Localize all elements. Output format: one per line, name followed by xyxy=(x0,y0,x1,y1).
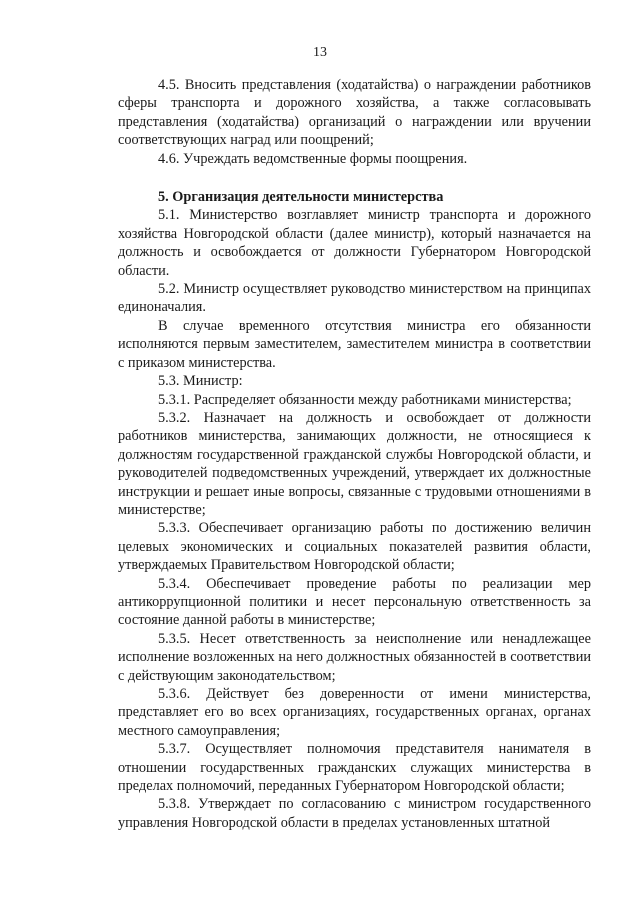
paragraph-4-6: 4.6. Учреждать ведомственные формы поощрения. xyxy=(158,150,468,167)
document-body xyxy=(118,76,591,832)
paragraph-5-3-5: 5.3.5. Несет ответственность за неисполнение или ненадлежащее исполнение возложенных на него должностных обязанностей в соответствии с действующим законодательством; xyxy=(118,630,591,684)
paragraph-4-5: 4.5. Вносить представления (ходатайства) о награждении работников сферы транспорта и дорожного хозяйства, а также согласовывать представления (ходатайства) организаций о награждении или вручении соответствующих наград или поощрений; xyxy=(118,77,591,149)
paragraph-5-3: 5.3. Министр: xyxy=(158,373,243,390)
section-heading: 5. Организация деятельности министерства xyxy=(158,189,444,206)
paragraph-5-3-7: 5.3.7. Осуществляет полномочия представителя нанимателя в отношении государственных гражданских служащих министерства в пределах полномочий, переданных Губернатором Новгородской области; xyxy=(118,741,591,795)
paragraph-5-3-6: 5.3.6. Действует без доверенности от имени министерства, представляет его во всех организациях, государственных органах, органах местного самоуправления; xyxy=(118,686,591,739)
paragraph-5-3-8: 5.3.8. Утверждает по согласованию с министром государственного управления Новгородской области в пределах установленных штатной xyxy=(118,796,591,831)
paragraph-5-3-4: 5.3.4. Обеспечивает проведение работы по реализации мер антикоррупционной политики и несет персональную ответственность за состояние данной работы в министерстве; xyxy=(118,575,591,629)
paragraph-5-3-3: 5.3.3. Обеспечивает организацию работы по достижению величин целевых экономических и социальных показателей развития области, утверждаемых Правительством Новгородской области; xyxy=(118,520,591,574)
paragraph-temporary-absence: В случае временного отсутствия министра его обязанности исполняются первым заместителем, заместителем министра в соответствии с приказом министерства. xyxy=(118,317,591,371)
paragraph-5-2: 5.2. Министр осуществляет руководство министерством на принципах единоначалия. xyxy=(118,281,591,316)
paragraph-5-3-2: 5.3.2. Назначает на должность и освобождает от должности работников министерства, занимающих должности, не относящиеся к должностям государственной гражданской службы Новгородской области, и руководителей подведомственных учреждений, утверждает их должностные инструкции и решает иные вопросы, связанные с трудовыми отношениями в министерстве; xyxy=(118,409,591,518)
paragraph-5-3-1: 5.3.1. Распределяет обязанности между работниками министерства; xyxy=(158,391,572,408)
page-number: 13 xyxy=(313,45,327,60)
paragraph-5-1: 5.1. Министерство возглавляет министр транспорта и дорожного хозяйства Новгородской области (далее министр), который назначается на должность и освобождается от должности Губернатором Новгородской области. xyxy=(118,207,591,279)
